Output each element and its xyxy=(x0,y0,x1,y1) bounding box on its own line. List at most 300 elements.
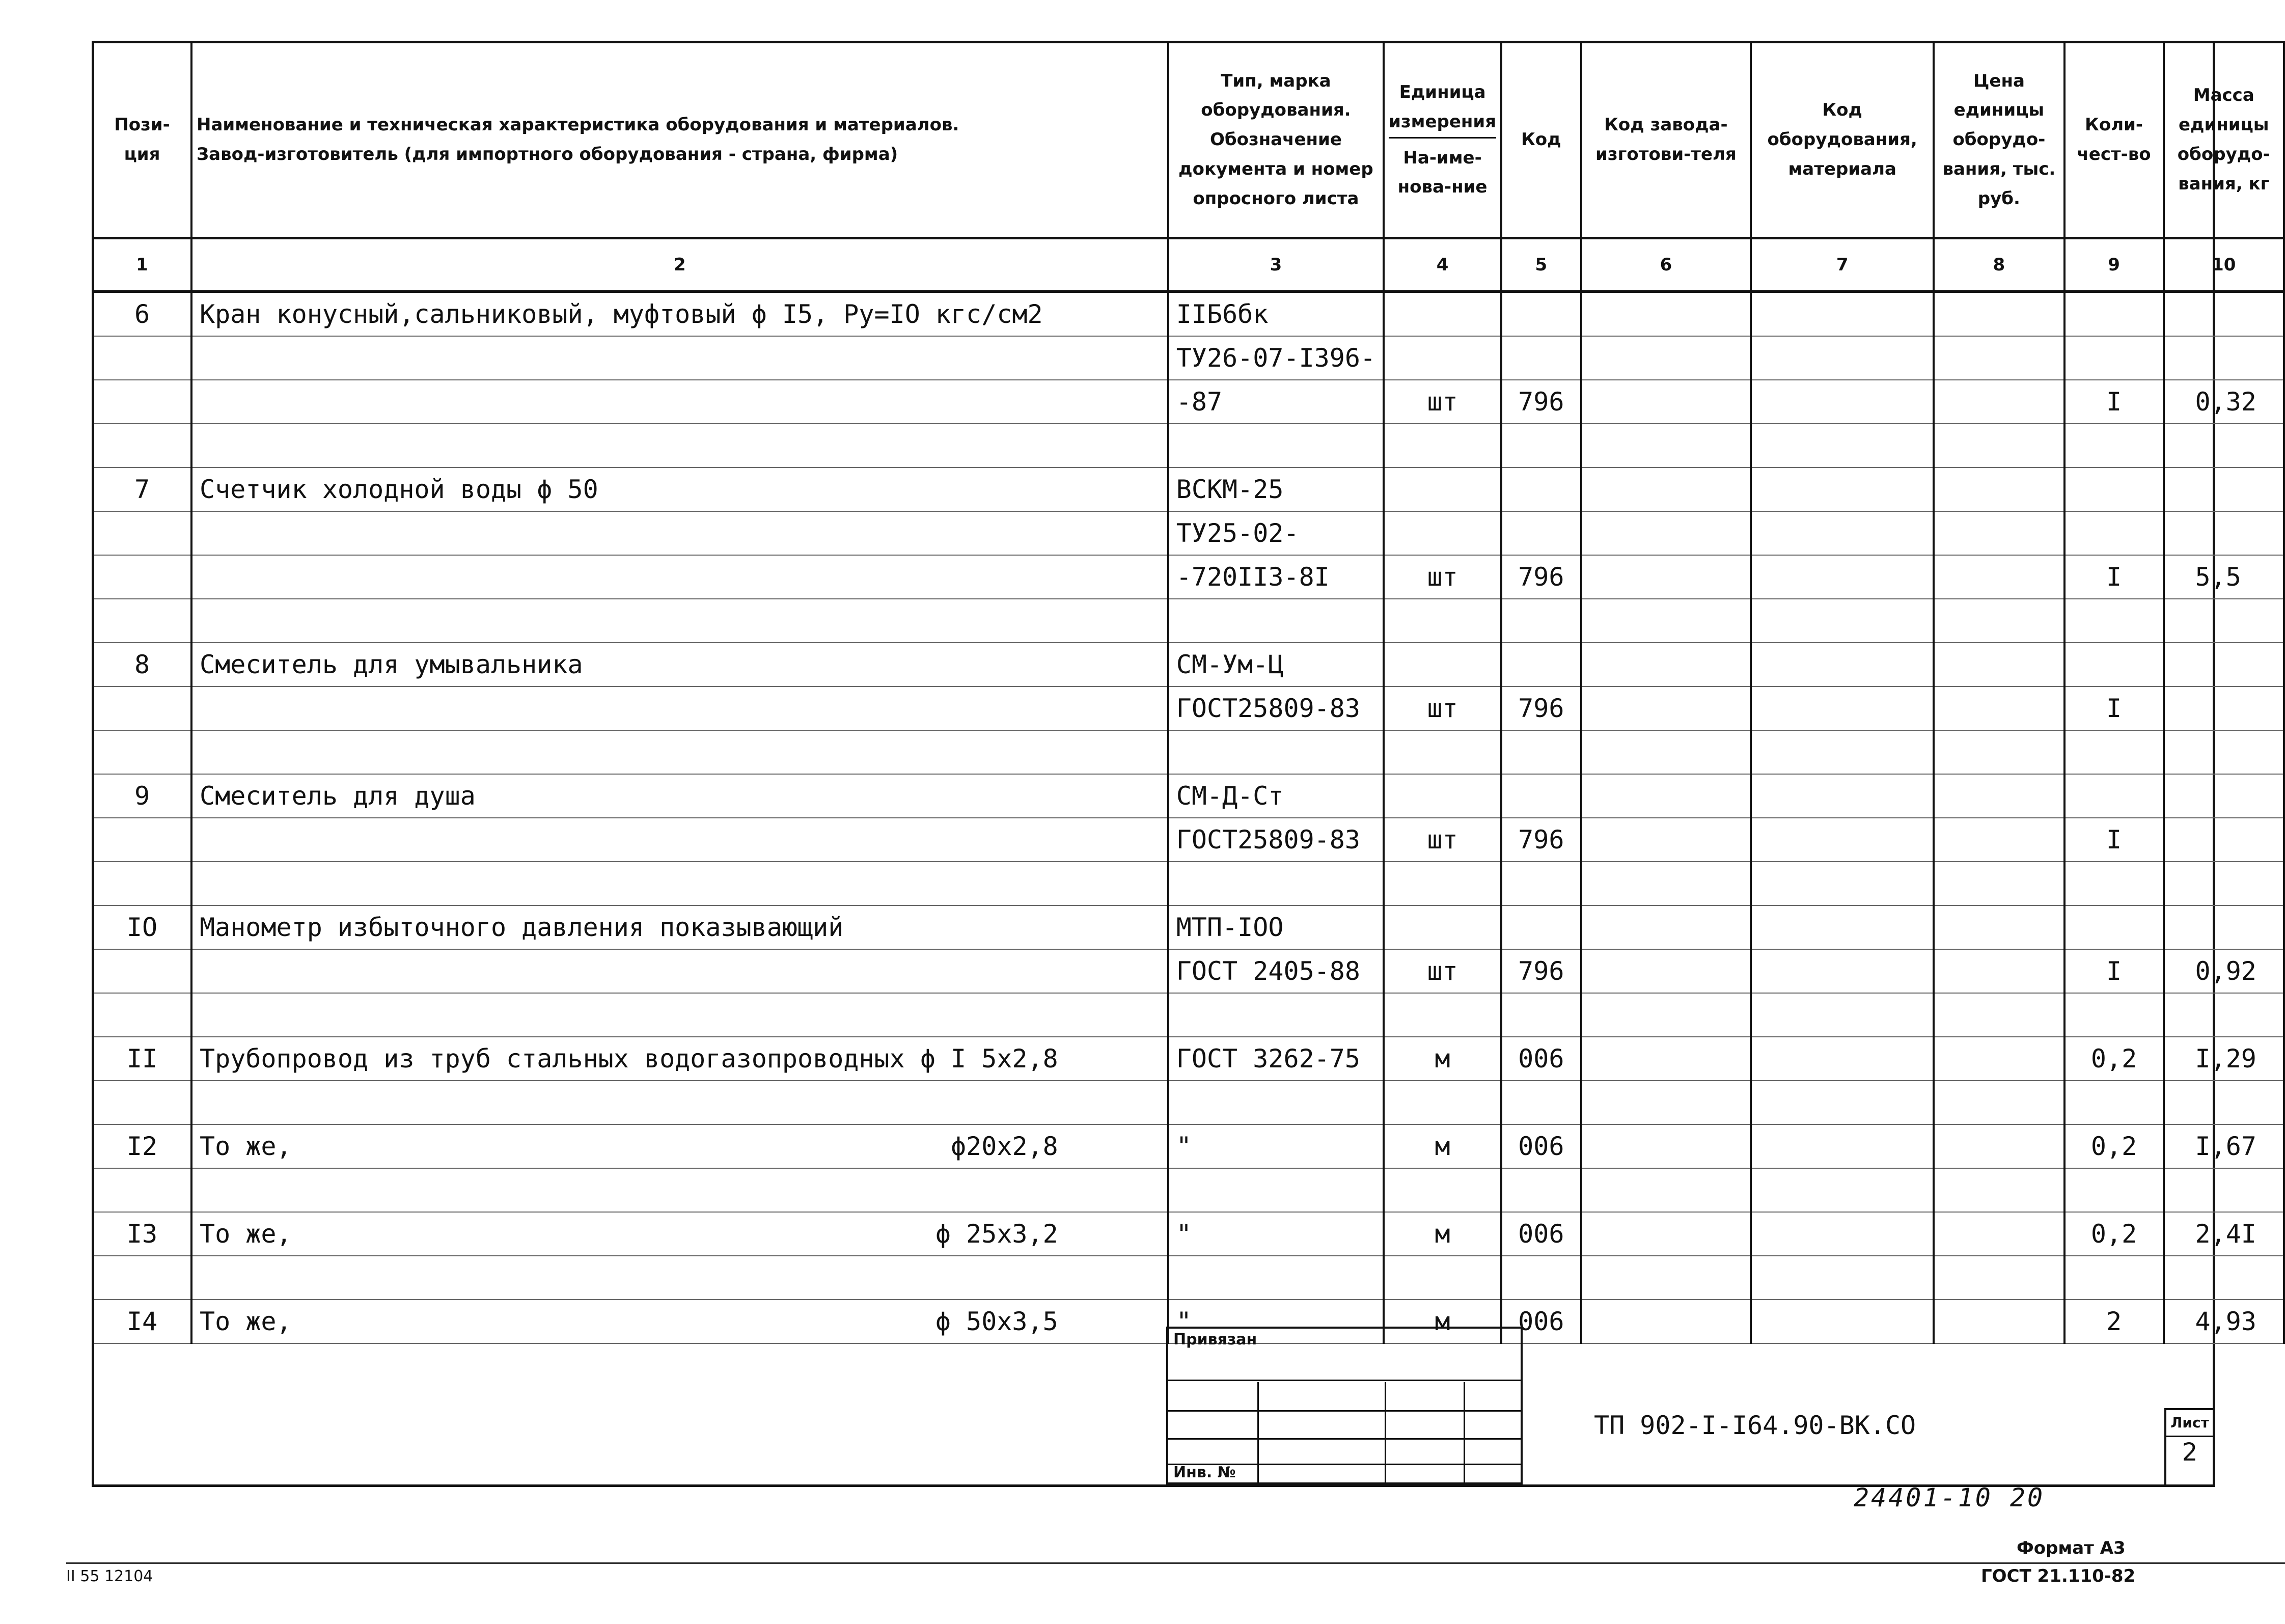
equipment-code-cell xyxy=(1751,1168,1934,1212)
table-row xyxy=(93,336,2284,380)
name-cell xyxy=(191,380,1168,424)
position-cell xyxy=(93,862,191,905)
name-cell xyxy=(191,1081,1168,1124)
position-cell xyxy=(93,380,191,424)
mass-cell xyxy=(2164,905,2284,949)
price-cell xyxy=(1934,1212,2064,1256)
position-cell: I2 xyxy=(93,1124,191,1168)
unit-name-cell: м xyxy=(1384,1037,1501,1081)
position-cell: 8 xyxy=(93,643,191,686)
position-cell xyxy=(93,993,191,1037)
gost-label: ГОСТ 21.110-82 xyxy=(1981,1566,2136,1586)
unit-name-cell xyxy=(1384,1256,1501,1300)
quantity-cell: I xyxy=(2064,686,2164,730)
table-row xyxy=(93,643,2284,686)
unit-code-cell: 796 xyxy=(1501,818,1581,862)
mass-cell xyxy=(2164,511,2284,555)
manufacturer-code-cell xyxy=(1581,774,1751,818)
header-cell: Масса единицы оборудо-вания, кг xyxy=(2164,42,2284,238)
equipment-code-cell xyxy=(1751,599,1934,643)
equipment-code-cell xyxy=(1751,511,1934,555)
item-dimension: ϕ 50х3,5 xyxy=(935,1307,1058,1336)
table-row xyxy=(93,993,2284,1037)
type-cell xyxy=(1168,1256,1384,1300)
position-cell xyxy=(93,730,191,774)
type-cell: ТУ25-02- xyxy=(1168,511,1384,555)
unit-name-cell xyxy=(1384,292,1501,337)
unit-name-cell xyxy=(1384,424,1501,467)
equipment-code-cell xyxy=(1751,555,1934,599)
binding-stamp xyxy=(1166,1327,1523,1484)
column-number: 4 xyxy=(1384,238,1501,292)
equipment-code-cell xyxy=(1751,1212,1934,1256)
name-cell xyxy=(191,511,1168,555)
mass-cell xyxy=(2164,336,2284,380)
column-number: 2 xyxy=(191,238,1168,292)
equipment-code-cell xyxy=(1751,467,1934,511)
unit-name-cell xyxy=(1384,905,1501,949)
quantity-cell: 0,2 xyxy=(2064,1212,2164,1256)
mass-cell: I,29 xyxy=(2164,1037,2284,1081)
type-cell: ВСКМ-25 xyxy=(1168,467,1384,511)
type-cell xyxy=(1168,599,1384,643)
column-number: 6 xyxy=(1581,238,1751,292)
type-cell: " xyxy=(1168,1300,1384,1343)
name-cell xyxy=(191,993,1168,1037)
quantity-cell xyxy=(2064,1168,2164,1212)
table-row xyxy=(93,555,2284,599)
header-cell: Наименование и техническая характеристика оборудования и материалов. Завод-изготовитель (для импортного оборудования - страна, фирма) xyxy=(191,42,1168,238)
quantity-cell xyxy=(2064,774,2164,818)
table-row xyxy=(93,424,2284,467)
manufacturer-code-cell xyxy=(1581,1256,1751,1300)
name-cell xyxy=(191,1212,1168,1256)
price-cell xyxy=(1934,1037,2064,1081)
unit-code-cell xyxy=(1501,292,1581,337)
unit-name-cell: м xyxy=(1384,1300,1501,1343)
name-cell xyxy=(191,643,1168,686)
name-cell xyxy=(191,336,1168,380)
mass-cell xyxy=(2164,1256,2284,1300)
unit-code-cell xyxy=(1501,774,1581,818)
quantity-cell: I xyxy=(2064,555,2164,599)
price-cell xyxy=(1934,599,2064,643)
table-row xyxy=(93,862,2284,905)
position-cell xyxy=(93,818,191,862)
table-row xyxy=(93,599,2284,643)
manufacturer-code-cell xyxy=(1581,555,1751,599)
unit-code-cell: 796 xyxy=(1501,686,1581,730)
item-name: Кран конусный,сальниковый, муфтовый ϕ I5, Ру=IO кгс/см2 xyxy=(200,299,1043,329)
unit-name-cell xyxy=(1384,1081,1501,1124)
name-cell xyxy=(191,1124,1168,1168)
item-name: Трубопровод из труб стальных водогазопроводных ϕ I 5х2,8 xyxy=(200,1044,1058,1074)
equipment-code-cell xyxy=(1751,905,1934,949)
type-cell: ГОСТ25809-83 xyxy=(1168,686,1384,730)
quantity-cell xyxy=(2064,643,2164,686)
mass-cell xyxy=(2164,1168,2284,1212)
name-cell xyxy=(191,1256,1168,1300)
position-cell xyxy=(93,949,191,993)
position-cell xyxy=(93,424,191,467)
quantity-cell: 0,2 xyxy=(2064,1124,2164,1168)
mass-cell xyxy=(2164,599,2284,643)
equipment-code-cell xyxy=(1751,1037,1934,1081)
table-row xyxy=(93,686,2284,730)
item-name: То же, xyxy=(200,1219,292,1249)
column-number: 8 xyxy=(1934,238,2064,292)
column-number-row xyxy=(93,238,2284,292)
position-cell: 6 xyxy=(93,292,191,337)
manufacturer-code-cell xyxy=(1581,511,1751,555)
mass-cell: 2,4I xyxy=(2164,1212,2284,1256)
price-cell xyxy=(1934,555,2064,599)
manufacturer-code-cell xyxy=(1581,292,1751,337)
item-name: Смеситель для душа xyxy=(200,781,476,811)
equipment-code-cell xyxy=(1751,686,1934,730)
equipment-code-cell xyxy=(1751,1124,1934,1168)
price-cell xyxy=(1934,380,2064,424)
equipment-code-cell xyxy=(1751,380,1934,424)
unit-name-cell xyxy=(1384,643,1501,686)
name-cell xyxy=(191,905,1168,949)
manufacturer-code-cell xyxy=(1581,862,1751,905)
mass-cell xyxy=(2164,774,2284,818)
inventory-code: II 55 12104 xyxy=(66,1567,153,1585)
unit-group-header: Единица измерения xyxy=(1389,78,1496,139)
quantity-cell xyxy=(2064,862,2164,905)
manufacturer-code-cell xyxy=(1581,1037,1751,1081)
quantity-cell xyxy=(2064,511,2164,555)
specification-table xyxy=(92,41,2285,1344)
name-cell xyxy=(191,818,1168,862)
table-header-row xyxy=(93,42,2284,238)
unit-name-cell: м xyxy=(1384,1124,1501,1168)
header-cell: Код завода-изготови-теля xyxy=(1581,42,1751,238)
price-cell xyxy=(1934,1168,2064,1212)
table-row xyxy=(93,1212,2284,1256)
header-cell: Пози- ция xyxy=(93,42,191,238)
header-cell: Коли-чест-во xyxy=(2064,42,2164,238)
mass-cell xyxy=(2164,292,2284,337)
position-cell: I4 xyxy=(93,1300,191,1343)
unit-code-cell xyxy=(1501,1081,1581,1124)
manufacturer-code-cell xyxy=(1581,336,1751,380)
manufacturer-code-cell xyxy=(1581,1168,1751,1212)
price-cell xyxy=(1934,1256,2064,1300)
item-name: Смеситель для умывальника xyxy=(200,650,583,679)
quantity-cell xyxy=(2064,336,2164,380)
mass-cell xyxy=(2164,862,2284,905)
equipment-code-cell xyxy=(1751,336,1934,380)
manufacturer-code-cell xyxy=(1581,643,1751,686)
unit-name-cell: шт xyxy=(1384,555,1501,599)
position-cell: 7 xyxy=(93,467,191,511)
name-cell xyxy=(191,1168,1168,1212)
position-cell xyxy=(93,599,191,643)
unit-code-cell: 006 xyxy=(1501,1212,1581,1256)
table-row xyxy=(93,1037,2284,1081)
position-cell: I3 xyxy=(93,1212,191,1256)
unit-code-cell xyxy=(1501,336,1581,380)
manufacturer-code-cell xyxy=(1581,818,1751,862)
stamp-inv-label: Инв. № xyxy=(1173,1464,1236,1481)
unit-name-cell: шт xyxy=(1384,818,1501,862)
type-cell xyxy=(1168,1168,1384,1212)
unit-name-header: На-име-нова-ние xyxy=(1397,147,1488,198)
price-cell xyxy=(1934,862,2064,905)
type-cell: ГОСТ 2405-88 xyxy=(1168,949,1384,993)
price-cell xyxy=(1934,949,2064,993)
stamp-bound-label: Привязан xyxy=(1173,1331,1257,1348)
name-cell xyxy=(191,949,1168,993)
price-cell xyxy=(1934,1300,2064,1343)
equipment-code-cell xyxy=(1751,1256,1934,1300)
quantity-cell xyxy=(2064,905,2164,949)
equipment-code-cell xyxy=(1751,1300,1934,1343)
quantity-cell: I xyxy=(2064,949,2164,993)
mass-cell xyxy=(2164,730,2284,774)
type-cell: IIБ6бк xyxy=(1168,292,1384,337)
unit-name-cell: шт xyxy=(1384,686,1501,730)
type-cell xyxy=(1168,424,1384,467)
price-cell xyxy=(1934,336,2064,380)
unit-code-cell: 796 xyxy=(1501,380,1581,424)
item-dimension: ϕ20х2,8 xyxy=(951,1132,1058,1161)
name-cell xyxy=(191,424,1168,467)
price-cell xyxy=(1934,424,2064,467)
type-cell: СМ-Ум-Ц xyxy=(1168,643,1384,686)
equipment-code-cell xyxy=(1751,862,1934,905)
price-cell xyxy=(1934,1124,2064,1168)
unit-name-cell xyxy=(1384,336,1501,380)
table-row xyxy=(93,818,2284,862)
position-cell xyxy=(93,336,191,380)
table-row xyxy=(93,1124,2284,1168)
manufacturer-code-cell xyxy=(1581,905,1751,949)
equipment-code-cell xyxy=(1751,949,1934,993)
position-cell xyxy=(93,555,191,599)
position-cell xyxy=(93,686,191,730)
header-cell xyxy=(1384,42,1501,238)
sheet-label: Лист xyxy=(2166,1410,2213,1437)
price-cell xyxy=(1934,643,2064,686)
quantity-cell: 0,2 xyxy=(2064,1037,2164,1081)
name-cell xyxy=(191,1300,1168,1343)
equipment-code-cell xyxy=(1751,424,1934,467)
price-cell xyxy=(1934,905,2064,949)
table-row xyxy=(93,467,2284,511)
price-cell xyxy=(1934,686,2064,730)
price-cell xyxy=(1934,511,2064,555)
table-row xyxy=(93,1256,2284,1300)
mass-cell xyxy=(2164,424,2284,467)
sheet-number: 2 xyxy=(2182,1438,2198,1467)
header-cell: Тип, марка оборудования. Обозначение документа и номер опросного листа xyxy=(1168,42,1384,238)
header-cell: Код xyxy=(1501,42,1581,238)
name-cell xyxy=(191,686,1168,730)
unit-code-cell xyxy=(1501,424,1581,467)
item-name: Манометр избыточного давления показывающий xyxy=(200,913,844,942)
item-name: Счетчик холодной воды ϕ 50 xyxy=(200,475,598,504)
unit-name-cell xyxy=(1384,1168,1501,1212)
quantity-cell: I xyxy=(2064,380,2164,424)
unit-code-cell xyxy=(1501,862,1581,905)
equipment-code-cell xyxy=(1751,774,1934,818)
column-number: 5 xyxy=(1501,238,1581,292)
quantity-cell xyxy=(2064,1256,2164,1300)
name-cell xyxy=(191,467,1168,511)
name-cell xyxy=(191,599,1168,643)
unit-code-cell: 006 xyxy=(1501,1300,1581,1343)
mass-cell xyxy=(2164,993,2284,1037)
table-row xyxy=(93,511,2284,555)
unit-name-cell xyxy=(1384,774,1501,818)
equipment-code-cell xyxy=(1751,818,1934,862)
unit-name-cell xyxy=(1384,862,1501,905)
position-cell xyxy=(93,511,191,555)
unit-name-cell xyxy=(1384,467,1501,511)
manufacturer-code-cell xyxy=(1581,686,1751,730)
quantity-cell xyxy=(2064,599,2164,643)
unit-name-cell: шт xyxy=(1384,380,1501,424)
unit-code-cell xyxy=(1501,1168,1581,1212)
manufacturer-code-cell xyxy=(1581,380,1751,424)
quantity-cell: I xyxy=(2064,818,2164,862)
manufacturer-code-cell xyxy=(1581,424,1751,467)
name-cell xyxy=(191,730,1168,774)
bottom-divider xyxy=(66,1562,2285,1564)
handwritten-number: 24401-10 20 xyxy=(1854,1483,2045,1512)
unit-name-cell: м xyxy=(1384,1212,1501,1256)
unit-code-cell: 796 xyxy=(1501,555,1581,599)
type-cell: -87 xyxy=(1168,380,1384,424)
unit-code-cell: 006 xyxy=(1501,1037,1581,1081)
type-cell: ГОСТ 3262-75 xyxy=(1168,1037,1384,1081)
item-dimension: ϕ 25х3,2 xyxy=(935,1219,1058,1249)
manufacturer-code-cell xyxy=(1581,1081,1751,1124)
mass-cell: 4,93 xyxy=(2164,1300,2284,1343)
unit-code-cell xyxy=(1501,511,1581,555)
header-cell: Код оборудования, материала xyxy=(1751,42,1934,238)
mass-cell xyxy=(2164,686,2284,730)
table-row xyxy=(93,730,2284,774)
equipment-code-cell xyxy=(1751,993,1934,1037)
unit-code-cell xyxy=(1501,730,1581,774)
column-number: 10 xyxy=(2164,238,2284,292)
type-cell xyxy=(1168,993,1384,1037)
unit-code-cell xyxy=(1501,467,1581,511)
column-number: 3 xyxy=(1168,238,1384,292)
quantity-cell xyxy=(2064,292,2164,337)
quantity-cell xyxy=(2064,730,2164,774)
document-code: ТП 902-I-I64.90-ВК.СО xyxy=(1594,1411,1916,1440)
type-cell: " xyxy=(1168,1124,1384,1168)
manufacturer-code-cell xyxy=(1581,467,1751,511)
mass-cell: 0,92 xyxy=(2164,949,2284,993)
column-number: 7 xyxy=(1751,238,1934,292)
column-number: 1 xyxy=(93,238,191,292)
price-cell xyxy=(1934,292,2064,337)
name-cell xyxy=(191,1037,1168,1081)
mass-cell: 5,5 xyxy=(2164,555,2284,599)
position-cell xyxy=(93,1081,191,1124)
equipment-code-cell xyxy=(1751,292,1934,337)
item-name: То же, xyxy=(200,1307,292,1336)
position-cell: IO xyxy=(93,905,191,949)
unit-code-cell: 796 xyxy=(1501,949,1581,993)
sheet-box xyxy=(2164,1408,2215,1487)
table-row xyxy=(93,292,2284,337)
header-cell: Цена единицы оборудо-вания, тыс. руб. xyxy=(1934,42,2064,238)
type-cell: МТП-IOO xyxy=(1168,905,1384,949)
unit-code-cell xyxy=(1501,905,1581,949)
manufacturer-code-cell xyxy=(1581,1212,1751,1256)
table-row xyxy=(93,1168,2284,1212)
unit-code-cell xyxy=(1501,599,1581,643)
table-row xyxy=(93,949,2284,993)
price-cell xyxy=(1934,1081,2064,1124)
price-cell xyxy=(1934,818,2064,862)
table-row xyxy=(93,380,2284,424)
type-cell: СМ-Д-Ст xyxy=(1168,774,1384,818)
unit-code-cell xyxy=(1501,993,1581,1037)
manufacturer-code-cell xyxy=(1581,1300,1751,1343)
mass-cell xyxy=(2164,467,2284,511)
mass-cell xyxy=(2164,643,2284,686)
equipment-code-cell xyxy=(1751,730,1934,774)
name-cell xyxy=(191,292,1168,337)
mass-cell xyxy=(2164,1081,2284,1124)
position-cell: II xyxy=(93,1037,191,1081)
position-cell xyxy=(93,1256,191,1300)
type-cell xyxy=(1168,1081,1384,1124)
table-row xyxy=(93,905,2284,949)
type-cell xyxy=(1168,730,1384,774)
type-cell: " xyxy=(1168,1212,1384,1256)
name-cell xyxy=(191,555,1168,599)
position-cell: 9 xyxy=(93,774,191,818)
item-name: То же, xyxy=(200,1132,292,1161)
unit-name-cell xyxy=(1384,599,1501,643)
column-number: 9 xyxy=(2064,238,2164,292)
quantity-cell xyxy=(2064,467,2164,511)
table-row xyxy=(93,1081,2284,1124)
mass-cell: 0,32 xyxy=(2164,380,2284,424)
type-cell xyxy=(1168,862,1384,905)
manufacturer-code-cell xyxy=(1581,599,1751,643)
quantity-cell xyxy=(2064,424,2164,467)
equipment-code-cell xyxy=(1751,643,1934,686)
manufacturer-code-cell xyxy=(1581,1124,1751,1168)
price-cell xyxy=(1934,467,2064,511)
table-row xyxy=(93,774,2284,818)
quantity-cell xyxy=(2064,993,2164,1037)
unit-name-cell xyxy=(1384,730,1501,774)
price-cell xyxy=(1934,730,2064,774)
unit-code-cell: 006 xyxy=(1501,1124,1581,1168)
mass-cell xyxy=(2164,818,2284,862)
type-cell: ТУ26-07-I396- xyxy=(1168,336,1384,380)
unit-code-cell xyxy=(1501,1256,1581,1300)
name-cell xyxy=(191,774,1168,818)
type-cell: ГОСТ25809-83 xyxy=(1168,818,1384,862)
quantity-cell: 2 xyxy=(2064,1300,2164,1343)
unit-name-cell xyxy=(1384,993,1501,1037)
unit-name-cell: шт xyxy=(1384,949,1501,993)
manufacturer-code-cell xyxy=(1581,730,1751,774)
manufacturer-code-cell xyxy=(1581,949,1751,993)
